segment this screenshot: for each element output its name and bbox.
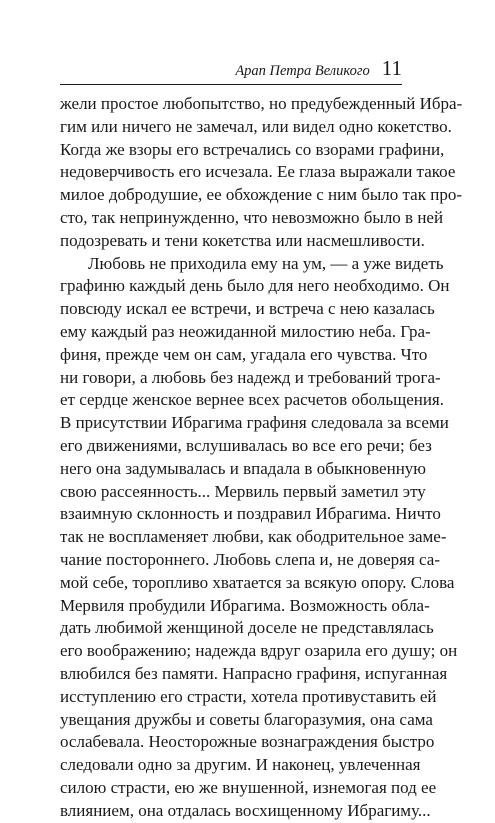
body-text <box>60 93 463 823</box>
text-line: него она задумывалась и впадала в обыкновенную <box>60 458 426 478</box>
text-line: недоверчивость его исчезала. Ее глаза выражали такое <box>60 162 456 182</box>
text-line: ет сердце женское вернее всех расчетов обольщения. <box>60 390 445 410</box>
text-line: ослабевала. Неосторожные вознаграждения быстро <box>60 732 435 752</box>
text-line: Любовь не приходила ему на ум, — а уже видеть <box>88 253 444 273</box>
text-line: влиянием, она отдалась восхищенному Ибрагиму... <box>60 800 431 820</box>
page-number: 11 <box>381 56 402 80</box>
text-line: милое добродушие, ее обхождение с ним было так про- <box>60 185 462 205</box>
text-line: Когда же взоры его встречались со взорами графини, <box>60 139 445 159</box>
text-line: мой себе, торопливо хватается за всякую опору. Слова <box>60 572 455 592</box>
text-line: взаимную склонность и поздравил Ибрагима. Ничто <box>60 504 441 524</box>
text-line: следовали одно за другим. И наконец, увлеченная <box>60 755 421 775</box>
text-line: его движениями, вслушивалась во все его речи; без <box>60 435 432 455</box>
text-line: Мервиля пробудили Ибрагима. Возможность обла- <box>60 595 430 615</box>
text-line: жели простое любопытство, но предубежденный Ибра- <box>60 94 463 113</box>
text-line: подозревать и тени кокетства или насмешливости. <box>60 230 425 250</box>
text-line: дать любимой женщиной доселе не представлялась <box>60 618 434 638</box>
header-rule <box>60 84 402 85</box>
text-line: свою рассеянность... Мервиль первый заметил эту <box>60 481 426 501</box>
running-title: Арап Петра Великого <box>235 63 370 79</box>
text-line: его воображению; надежда вдруг озарила его душу; он <box>60 641 458 661</box>
text-line: ни говори, а любовь без надежд и требований трога- <box>60 367 441 387</box>
text-line: силою страсти, ею же внушенной, изнемогая под ее <box>60 777 437 797</box>
text-line: В присутствии Ибрагима графиня следовала за всеми <box>60 413 449 433</box>
text-line: влюбился без памяти. Напрасно графиня, испуганная <box>60 663 448 683</box>
text-line: сто, так непринужденно, что невозможно было в ней <box>60 207 444 227</box>
text-line: увещания дружбы и советы благоразумия, она сама <box>60 709 433 729</box>
text-line: финя, прежде чем он сам, угадала его чувства. Что <box>60 344 428 364</box>
text-line: так не воспламеняет любви, как ободрительное заме- <box>60 527 447 547</box>
text-line: повсюду искал ее встречи, и встреча с нею казалась <box>60 299 435 319</box>
text-line: исступлению его страсти, хотела противуставить ей <box>60 686 437 706</box>
running-header <box>60 56 402 81</box>
text-line: ему каждый раз неожиданной милостию неба. Гра- <box>60 321 431 341</box>
text-line: гим или ничего не замечал, или видел одно кокетство. <box>60 116 452 136</box>
text-line: чание постороннего. Любовь слепа и, не доверяя са- <box>60 549 440 569</box>
text-line: графиню каждый день было для него необходимо. Он <box>60 276 450 296</box>
